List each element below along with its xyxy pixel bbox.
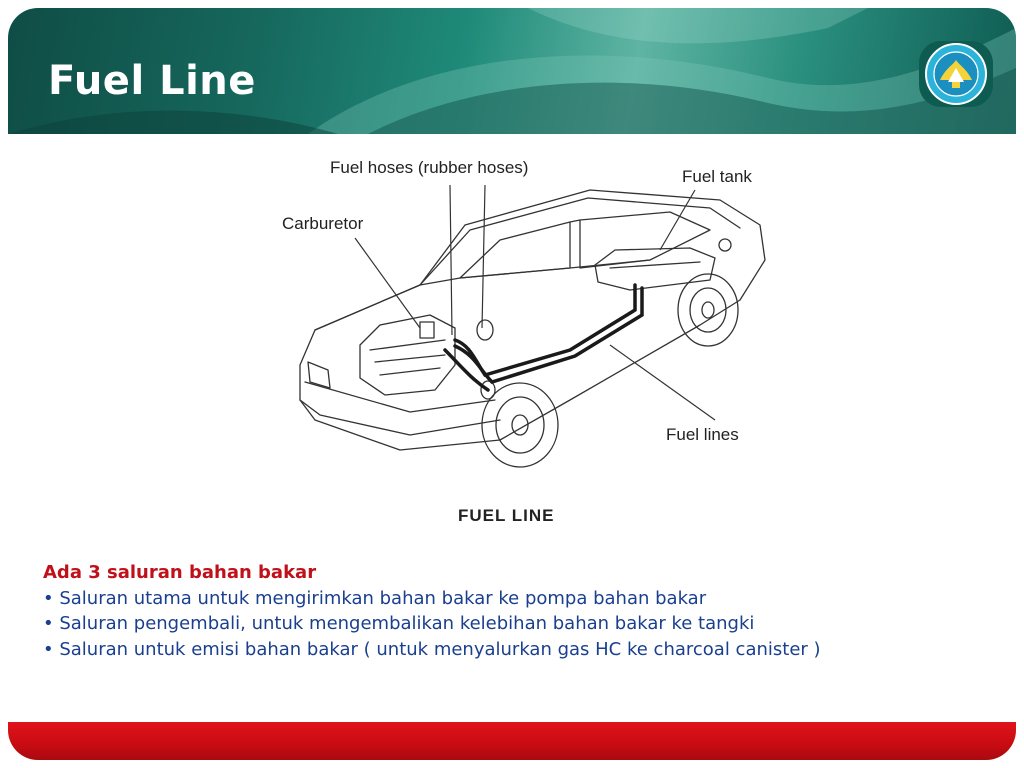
car-fuel-system-illustration <box>270 150 790 535</box>
header-banner <box>8 8 1016 134</box>
bullet-item-main-line: • Saluran utama untuk mengirimkan bahan bakar ke pompa bahan bakar <box>43 587 707 609</box>
bullet-item-emission-line: • Saluran untuk emisi bahan bakar ( untuk menyalurkan gas HC ke charcoal canister ) <box>43 638 821 660</box>
content-heading: Ada 3 saluran bahan bakar <box>43 562 317 583</box>
figure-caption: FUEL LINE <box>458 506 555 525</box>
label-fuel-tank: Fuel tank <box>682 167 752 186</box>
footer-bar <box>8 722 1016 760</box>
label-carburetor: Carburetor <box>282 214 364 233</box>
bullet-item-return-line: • Saluran pengembali, untuk mengembalikan kelebihan bahan bakar ke tangki <box>43 613 755 634</box>
label-fuel-lines: Fuel lines <box>666 425 739 444</box>
tut-wuri-handayani-logo-icon <box>918 40 994 108</box>
fuel-line-diagram <box>270 150 790 535</box>
content-block <box>43 560 903 662</box>
page-title: Fuel Line <box>48 58 256 104</box>
label-fuel-hoses: Fuel hoses (rubber hoses) <box>330 158 529 177</box>
